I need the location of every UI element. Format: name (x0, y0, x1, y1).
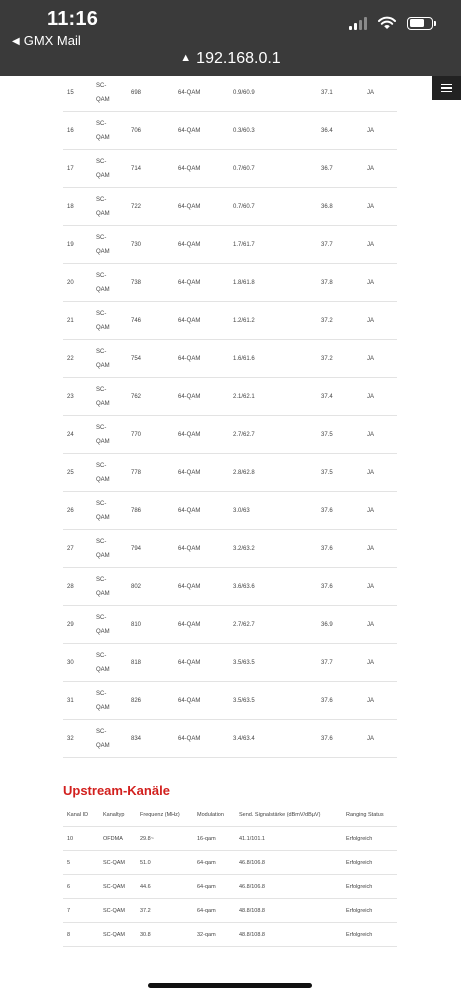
cell-channel-id: 19 (67, 241, 74, 248)
cell-signal-power: 1.8/61.8 (233, 279, 255, 286)
cell-frequency: 30.8 (140, 931, 151, 938)
cell-frequency: 762 (131, 393, 142, 400)
cell-modulation: 16-qam (197, 835, 216, 842)
cell-modulation: 64-QAM (178, 659, 201, 666)
cell-channel-id: 28 (67, 583, 74, 590)
cell-channel-id: 25 (67, 469, 74, 476)
cell-frequency: 770 (131, 431, 142, 438)
cell-snr: 37.6 (321, 583, 333, 590)
status-icons (349, 16, 433, 30)
table-row (63, 226, 397, 264)
cell-signal-power: 3.6/63.6 (233, 583, 255, 590)
cell-channel-type: SC-QAM (96, 538, 110, 559)
cell-signal-power: 2.7/62.7 (233, 621, 255, 628)
cell-signal-power: 1.2/61.2 (233, 317, 255, 324)
cell-modulation: 64-QAM (178, 431, 201, 438)
table-row (63, 74, 397, 112)
cell-snr: 37.6 (321, 545, 333, 552)
cell-lock-status: JA (367, 241, 375, 248)
cell-modulation: 64-qam (197, 883, 216, 890)
cell-snr: 36.4 (321, 127, 333, 134)
cell-channel-id: 15 (67, 89, 74, 96)
cell-snr: 37.4 (321, 393, 333, 400)
cell-snr: 37.2 (321, 355, 333, 362)
table-row (63, 264, 397, 302)
cell-snr: 37.5 (321, 431, 333, 438)
cell-modulation: 64-QAM (178, 165, 201, 172)
cell-lock-status: JA (367, 431, 375, 438)
cell-modulation: 64-QAM (178, 241, 201, 248)
cell-frequency: 37.2 (140, 907, 151, 914)
cell-channel-type: SC-QAM (96, 158, 110, 179)
cell-modulation: 64-QAM (178, 279, 201, 286)
cell-frequency: 794 (131, 545, 142, 552)
home-indicator[interactable] (148, 983, 312, 988)
cell-signal-power: 0.3/60.3 (233, 127, 255, 134)
cell-channel-type: SC-QAM (96, 690, 110, 711)
cell-channel-id: 18 (67, 203, 74, 210)
cell-signal-power: 2.1/62.1 (233, 393, 255, 400)
cell-channel-type: SC-QAM (103, 883, 125, 890)
cell-channel-id: 6 (67, 883, 71, 890)
table-header-row (63, 803, 397, 827)
cell-signal-power: 46.8/106.8 (239, 883, 265, 890)
cell-snr: 37.2 (321, 317, 333, 324)
cell-lock-status: JA (367, 317, 375, 324)
cell-channel-type: SC-QAM (103, 907, 125, 914)
cell-ranging-status: Erfolgreich (346, 907, 373, 914)
cell-snr: 37.6 (321, 697, 333, 704)
cell-frequency: 714 (131, 165, 142, 172)
cell-channel-id: 7 (67, 907, 71, 914)
cell-frequency: 722 (131, 203, 142, 210)
cell-frequency: 29.8~ (140, 835, 154, 842)
back-arrow-icon: ◀ (12, 36, 20, 47)
cell-frequency: 826 (131, 697, 142, 704)
cell-modulation: 64-qam (197, 859, 216, 866)
cell-channel-type: SC-QAM (96, 120, 110, 141)
wifi-icon (377, 16, 397, 30)
table-row (63, 568, 397, 606)
cell-channel-type: SC-QAM (96, 386, 110, 407)
cell-frequency: 818 (131, 659, 142, 666)
cell-modulation: 64-QAM (178, 621, 201, 628)
cell-snr: 36.9 (321, 621, 333, 628)
cell-modulation: 64-QAM (178, 317, 201, 324)
header-signalstaerke: Send. Signalstärke (dBmV/dBµV) (239, 811, 321, 818)
cell-snr: 37.7 (321, 241, 333, 248)
cell-signal-power: 2.7/62.7 (233, 431, 255, 438)
cell-signal-power: 1.7/61.7 (233, 241, 255, 248)
cell-lock-status: JA (367, 583, 375, 590)
cell-modulation: 64-QAM (178, 735, 201, 742)
cell-frequency: 834 (131, 735, 142, 742)
cell-channel-id: 16 (67, 127, 74, 134)
cell-signal-power: 48.8/108.8 (239, 931, 265, 938)
cell-signal-power: 3.5/63.5 (233, 697, 255, 704)
cell-channel-id: 10 (67, 835, 74, 842)
cell-channel-type: SC-QAM (96, 310, 110, 331)
cell-signal-power: 3.4/63.4 (233, 735, 255, 742)
cell-channel-type: SC-QAM (96, 234, 110, 255)
cell-signal-power: 3.2/63.2 (233, 545, 255, 552)
cell-snr: 37.1 (321, 89, 333, 96)
table-row (63, 302, 397, 340)
cell-lock-status: JA (367, 621, 375, 628)
cell-signal-power: 0.7/60.7 (233, 165, 255, 172)
cell-signal-power: 3.0/63 (233, 507, 250, 514)
cell-modulation: 64-qam (197, 907, 216, 914)
cell-lock-status: JA (367, 203, 375, 210)
cell-channel-type: SC-QAM (103, 931, 125, 938)
cell-modulation: 64-QAM (178, 355, 201, 362)
cell-frequency: 44.6 (140, 883, 151, 890)
table-row (63, 720, 397, 758)
cell-channel-id: 32 (67, 735, 74, 742)
table-row (63, 454, 397, 492)
cell-channel-type: SC-QAM (96, 348, 110, 369)
cell-snr: 37.8 (321, 279, 333, 286)
cell-channel-type: SC-QAM (96, 500, 110, 521)
cell-channel-type: SC-QAM (96, 614, 110, 635)
cellular-signal-icon (349, 17, 367, 30)
cell-modulation: 64-QAM (178, 127, 201, 134)
table-row (63, 644, 397, 682)
cell-lock-status: JA (367, 659, 375, 666)
clock-time: 11:16 (47, 8, 99, 30)
cell-signal-power: 48.8/108.8 (239, 907, 265, 914)
cell-ranging-status: Erfolgreich (346, 859, 373, 866)
table-row (63, 340, 397, 378)
table-row (63, 188, 397, 226)
header-ranging-status: Ranging Status (346, 811, 384, 818)
header-kanaltyp: Kanaltyp (103, 811, 125, 818)
table-row (63, 923, 397, 947)
cell-frequency: 730 (131, 241, 142, 248)
cell-channel-id: 20 (67, 279, 74, 286)
cell-frequency: 754 (131, 355, 142, 362)
cell-channel-id: 8 (67, 931, 71, 938)
table-row (63, 606, 397, 644)
cell-lock-status: JA (367, 393, 375, 400)
cell-lock-status: JA (367, 165, 375, 172)
cell-lock-status: JA (367, 735, 375, 742)
cell-channel-id: 22 (67, 355, 74, 362)
cell-frequency: 810 (131, 621, 142, 628)
cell-signal-power: 0.9/60.9 (233, 89, 255, 96)
cell-channel-id: 26 (67, 507, 74, 514)
cell-modulation: 64-QAM (178, 469, 201, 476)
cell-ranging-status: Erfolgreich (346, 931, 373, 938)
cell-channel-id: 31 (67, 697, 74, 704)
cell-channel-id: 24 (67, 431, 74, 438)
cell-lock-status: JA (367, 697, 375, 704)
cell-snr: 36.8 (321, 203, 333, 210)
cell-frequency: 746 (131, 317, 142, 324)
cell-signal-power: 1.6/61.6 (233, 355, 255, 362)
table-row (63, 150, 397, 188)
cell-channel-type: SC-QAM (96, 462, 110, 483)
battery-icon (407, 17, 433, 30)
downstream-channel-table (63, 74, 397, 758)
cell-modulation: 64-QAM (178, 697, 201, 704)
ios-status-bar (0, 0, 461, 76)
table-row (63, 851, 397, 875)
cell-lock-status: JA (367, 469, 375, 476)
cell-modulation: 64-QAM (178, 89, 201, 96)
cell-channel-type: SC-QAM (96, 576, 110, 597)
cell-snr: 37.6 (321, 735, 333, 742)
cell-channel-type: SC-QAM (96, 424, 110, 445)
cell-channel-type: SC-QAM (96, 728, 110, 749)
cell-signal-power: 0.7/60.7 (233, 203, 255, 210)
upstream-channel-table (63, 803, 397, 947)
cell-lock-status: JA (367, 355, 375, 362)
table-row (63, 378, 397, 416)
table-row (63, 827, 397, 851)
hamburger-menu-button[interactable] (432, 76, 461, 100)
cell-channel-id: 23 (67, 393, 74, 400)
back-app-label: GMX Mail (23, 33, 81, 48)
table-row (63, 899, 397, 923)
cell-channel-id: 29 (67, 621, 74, 628)
cell-modulation: 64-QAM (178, 393, 201, 400)
cell-channel-id: 30 (67, 659, 74, 666)
url-bar[interactable] (0, 50, 461, 68)
cell-lock-status: JA (367, 89, 375, 96)
cell-snr: 36.7 (321, 165, 333, 172)
cell-snr: 37.5 (321, 469, 333, 476)
cell-lock-status: JA (367, 279, 375, 286)
cell-modulation: 64-QAM (178, 507, 201, 514)
upstream-section-title: Upstream-Kanäle (63, 783, 170, 798)
cell-lock-status: JA (367, 545, 375, 552)
cell-channel-id: 21 (67, 317, 74, 324)
cell-channel-type: SC-QAM (96, 82, 110, 103)
table-row (63, 875, 397, 899)
cell-channel-id: 5 (67, 859, 71, 866)
cell-frequency: 778 (131, 469, 142, 476)
table-row (63, 112, 397, 150)
cell-frequency: 698 (131, 89, 142, 96)
cell-frequency: 51.0 (140, 859, 151, 866)
cell-lock-status: JA (367, 127, 375, 134)
cell-signal-power: 2.8/62.8 (233, 469, 255, 476)
cell-ranging-status: Erfolgreich (346, 835, 373, 842)
header-frequenz: Frequenz (MHz) (140, 811, 180, 818)
cell-snr: 37.6 (321, 507, 333, 514)
cell-lock-status: JA (367, 507, 375, 514)
cell-frequency: 738 (131, 279, 142, 286)
cell-modulation: 64-QAM (178, 203, 201, 210)
header-kanal-id: Kanal ID (67, 811, 89, 818)
cell-channel-type: SC-QAM (103, 859, 125, 866)
url-text: 192.168.0.1 (196, 50, 281, 67)
cell-channel-type: SC-QAM (96, 272, 110, 293)
cell-signal-power: 46.8/106.8 (239, 859, 265, 866)
table-row (63, 492, 397, 530)
cell-frequency: 786 (131, 507, 142, 514)
warning-icon: ▲ (180, 52, 192, 64)
cell-modulation: 64-QAM (178, 545, 201, 552)
cell-modulation: 32-qam (197, 931, 216, 938)
cell-channel-type: OFDMA (103, 835, 123, 842)
cell-ranging-status: Erfolgreich (346, 883, 373, 890)
header-modulation: Modulation (197, 811, 224, 818)
cell-signal-power: 41.1/101.1 (239, 835, 265, 842)
hamburger-icon (441, 84, 452, 86)
table-row (63, 416, 397, 454)
back-to-app-link[interactable] (12, 33, 81, 48)
cell-channel-id: 27 (67, 545, 74, 552)
cell-channel-type: SC-QAM (96, 652, 110, 673)
cell-signal-power: 3.5/63.5 (233, 659, 255, 666)
cell-frequency: 802 (131, 583, 142, 590)
table-row (63, 530, 397, 568)
cell-channel-type: SC-QAM (96, 196, 110, 217)
cell-frequency: 706 (131, 127, 142, 134)
cell-modulation: 64-QAM (178, 583, 201, 590)
table-row (63, 682, 397, 720)
cell-channel-id: 17 (67, 165, 74, 172)
cell-snr: 37.7 (321, 659, 333, 666)
